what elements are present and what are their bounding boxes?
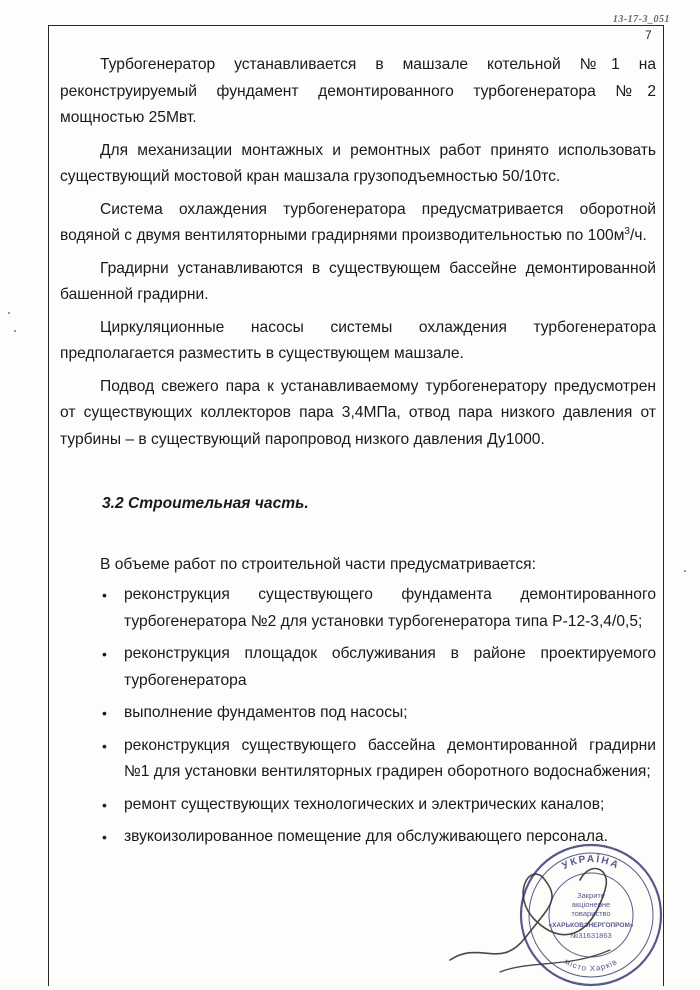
list-item-text: реконструкция существующего фундамента демонтированного турбогенератора №2 для установки турбогенератора типа Р-12-3,4/0,5; xyxy=(124,586,656,630)
scan-speck xyxy=(14,330,16,332)
cooling-superscript: 3 xyxy=(624,225,630,237)
seal-line-2: акціонерне xyxy=(571,900,611,909)
list-item xyxy=(60,733,656,786)
list-item xyxy=(60,641,656,694)
page-number: 7 xyxy=(645,28,652,42)
paragraph-crane: Для механизации монтажных и ремонтных работ принято использовать существующий мостовой кран машзала грузоподъемностью 50/10тс. xyxy=(60,141,656,185)
seal-bottom-text: місто Харків xyxy=(562,956,620,974)
paragraph-steam-supply: Подвод свежего пара к устанавливаемому турбогенератору предусмотрен от существующих коллекторов пара 3,4МПа, отвод пара низкого давления от турбины – в существующий паропровод низкого давления Ду1000. xyxy=(60,377,656,448)
section-heading: 3.2 Строительная часть. xyxy=(102,495,309,512)
company-seal xyxy=(516,840,666,990)
bullet-glyph: • xyxy=(102,737,107,754)
list-item-text: звукоизолированное помещение для обслуживающего персонала. xyxy=(124,828,608,845)
paragraph-circulation-pumps: Циркуляционные насосы системы охлаждения турбогенератора предполагается разместить в существующем машзале. xyxy=(60,318,656,362)
scan-speck xyxy=(684,570,686,572)
paragraph-turbogenerator-install: Турбогенератор устанавливается в машзале котельной №1 на реконструируемый фундамент демонтированного турбогенератора №2 мощностью 25Мвт. xyxy=(60,56,656,126)
seal-line-1: Закрите xyxy=(577,891,605,900)
svg-text:місто Харків xyxy=(563,957,619,973)
bullet-glyph: • xyxy=(102,587,107,603)
list-item xyxy=(60,700,656,727)
list-item xyxy=(60,792,656,819)
seal-line-4: «ХАРЬКОВЭНЕРГОПРОМ» xyxy=(548,922,634,929)
cooling-unit: /ч. xyxy=(629,227,647,244)
document-body xyxy=(60,52,656,857)
cooling-text: Система охлаждения турбогенератора предусматривается оборотной водяной с двумя вентиляторными градирнями производительностью по 100м xyxy=(60,200,656,244)
bullet-glyph: • xyxy=(102,705,107,721)
list-item-text: реконструкция площадок обслуживания в районе проектируемого турбогенератора xyxy=(124,645,656,689)
seal-top-text: УКРАЇНА xyxy=(560,853,622,872)
seal-code: №31631863 xyxy=(570,931,612,940)
paragraph-cooling-towers: Градирни устанавливаются в существующем бассейне демонтированной башенной градирни. xyxy=(60,259,656,303)
bullet-glyph: • xyxy=(102,796,107,813)
bullet-glyph: • xyxy=(102,829,107,845)
bullet-glyph: • xyxy=(102,646,107,662)
list-item-text: реконструкция существующего бассейна демонтированной градирни №1 для установки вентиляторных градирен оборотного водоснабжения; xyxy=(124,736,656,780)
svg-text:УКРАЇНА xyxy=(560,852,621,872)
paragraph-cooling-system xyxy=(60,197,656,250)
scan-speck xyxy=(8,312,10,314)
seal-line-3: товариство xyxy=(571,909,611,918)
list-item xyxy=(60,582,656,635)
list-item-text: ремонт существующих технологических и электрических каналов; xyxy=(124,795,605,813)
works-list xyxy=(60,582,656,851)
document-code: 13-17-3_051 xyxy=(612,14,670,25)
section-intro: В объеме работ по строительной части предусматривается: xyxy=(100,555,536,573)
list-item-text: выполнение фундаментов под насосы; xyxy=(124,704,408,721)
